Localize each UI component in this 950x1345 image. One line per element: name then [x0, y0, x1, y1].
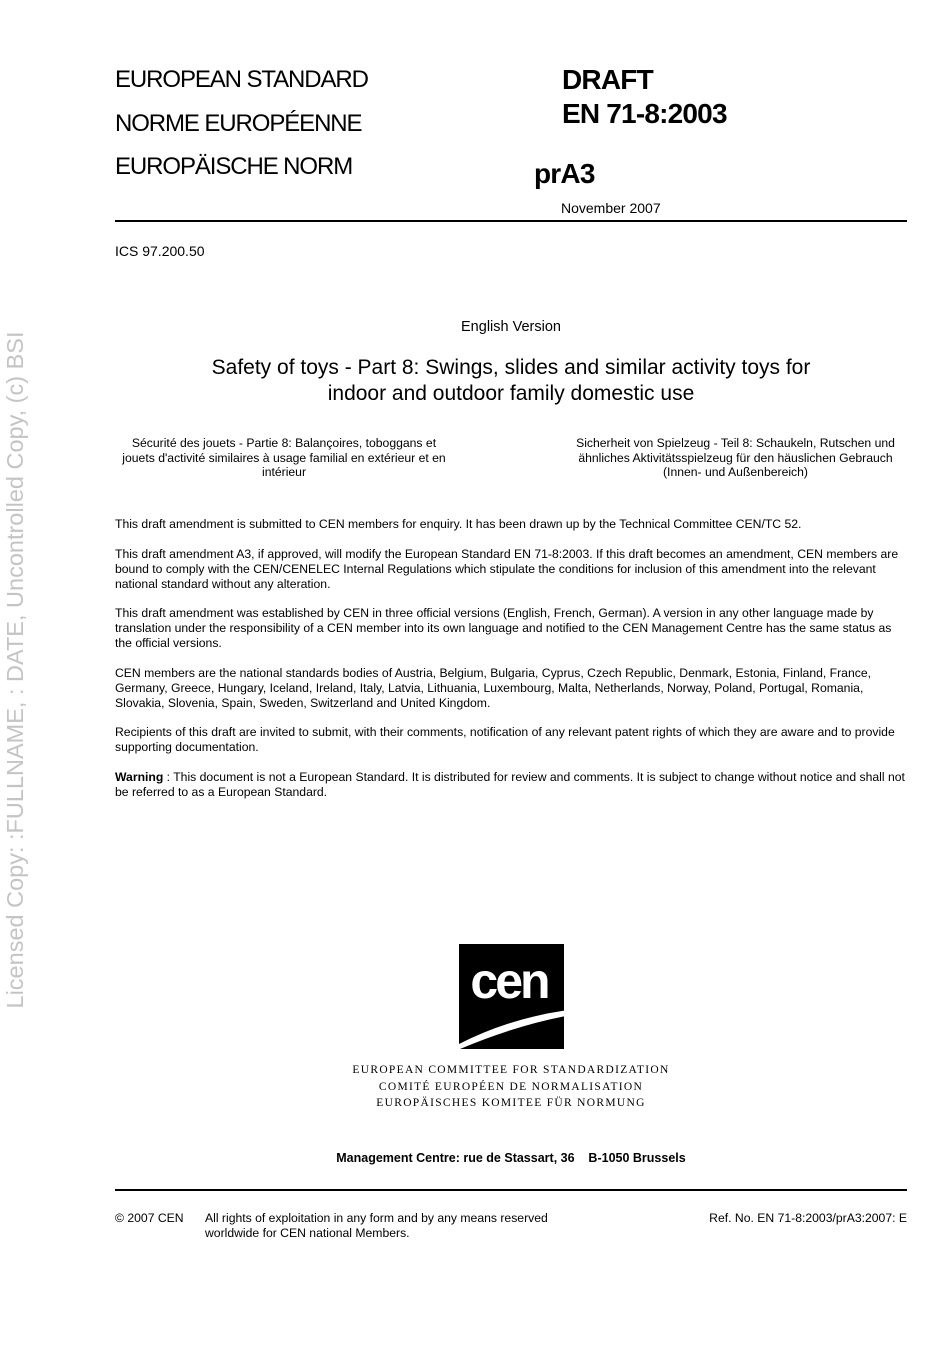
amendment-label: prA3	[534, 158, 595, 189]
body-paragraph: CEN members are the national standards bodies of Austria, Belgium, Bulgaria, Cyprus, Czech Republic, Denmark, Estonia, Finland, France, Germany, Greece, Hungary, Iceland, Ireland, Italy, Latvia, Lithuania, Luxembourg, Malta, Netherlands, Norway, Poland, Portugal, Romania, Slovakia, Slovenia, Spain, Sweden, Switzerland and United Kingdom.	[115, 665, 871, 710]
document-title	[115, 355, 907, 407]
body-paragraph: This draft amendment is submitted to CEN members for enquiry. It has been drawn up by the Technical Committee CEN/TC 52.	[115, 517, 802, 531]
ics-code: ICS 97.200.50	[115, 243, 205, 259]
warning-text: : This document is not a European Standard. It is distributed for review and comments. It is subject to change without notice and shall not be referred to as a European Standard.	[115, 769, 905, 799]
body-paragraph: This draft amendment A3, if approved, will modify the European Standard EN 71-8:2003. If this draft becomes an amendment, CEN members are bound to comply with the CEN/CENELEC Internal Regulations which stipulate the conditions for inclusion of this amendment into the relevant national standard without any alteration.	[115, 546, 899, 591]
reference-number: Ref. No. EN 71-8:2003/prA3:2007: E	[709, 1211, 907, 1225]
language-version: English Version	[461, 319, 561, 335]
cen-logo-text: cen	[470, 953, 548, 1009]
rights-statement: All rights of exploitation in any form and by any means reserved worldwide for CEN national Members.	[205, 1211, 548, 1240]
cen-logo	[459, 944, 564, 1049]
cen-logo-graphic	[459, 944, 564, 1049]
publication-date: November 2007	[561, 200, 661, 216]
cen-name-de: EUROPÄISCHES KOMITEE FÜR NORMUNG	[376, 1097, 646, 1109]
draft-label: DRAFT	[562, 64, 653, 95]
header-divider	[115, 220, 907, 222]
cen-name-en: EUROPEAN COMMITTEE FOR STANDARDIZATION	[352, 1064, 670, 1076]
standard-number: EN 71-8:2003	[562, 98, 727, 129]
document-title-line: indoor and outdoor family domestic use	[327, 382, 695, 405]
body-paragraph: Recipients of this draft are invited to submit, with their comments, notification of any relevant patent rights of which they are aware and to provide supporting documentation.	[115, 725, 895, 755]
standard-title-de: EUROPÄISCHE NORM	[115, 153, 353, 180]
cen-committee-names	[300, 1062, 722, 1112]
license-watermark: Licensed Copy: :FULLNAME, : DATE, Uncontrolled Copy, (c) BSI	[2, 331, 28, 1009]
cen-name-fr: COMITÉ EUROPÉEN DE NORMALISATION	[378, 1080, 644, 1093]
subtitle-german: Sicherheit von Spielzeug - Teil 8: Schaukeln, Rutschen und ähnliches Aktivitätsspielzeug für den häuslichen Gebrauch (Innen- und Außenbereich)	[576, 436, 895, 479]
copyright-notice: © 2007 CEN	[115, 1211, 184, 1225]
footer-divider	[115, 1189, 907, 1191]
management-centre-address: Management Centre: rue de Stassart, 36 B-1050 Brussels	[336, 1151, 686, 1165]
standard-title-en: EUROPEAN STANDARD	[115, 66, 368, 93]
warning-paragraph	[115, 770, 907, 800]
document-body	[115, 517, 907, 815]
warning-label: Warning	[115, 769, 164, 784]
standard-title-fr: NORME EUROPÉENNE	[115, 110, 362, 137]
body-paragraph: This draft amendment was established by CEN in three official versions (English, French, German). A version in any other language made by translation under the responsibility of a CEN member into its own language and notified to the CEN Management Centre has the same status as the official versions.	[115, 606, 892, 651]
subtitle-french: Sécurité des jouets - Partie 8: Balançoires, toboggans et jouets d'activité similaires à usage familial en extérieur et en intérieur	[122, 436, 446, 479]
document-title-line: Safety of toys - Part 8: Swings, slides and similar activity toys for	[211, 356, 811, 379]
